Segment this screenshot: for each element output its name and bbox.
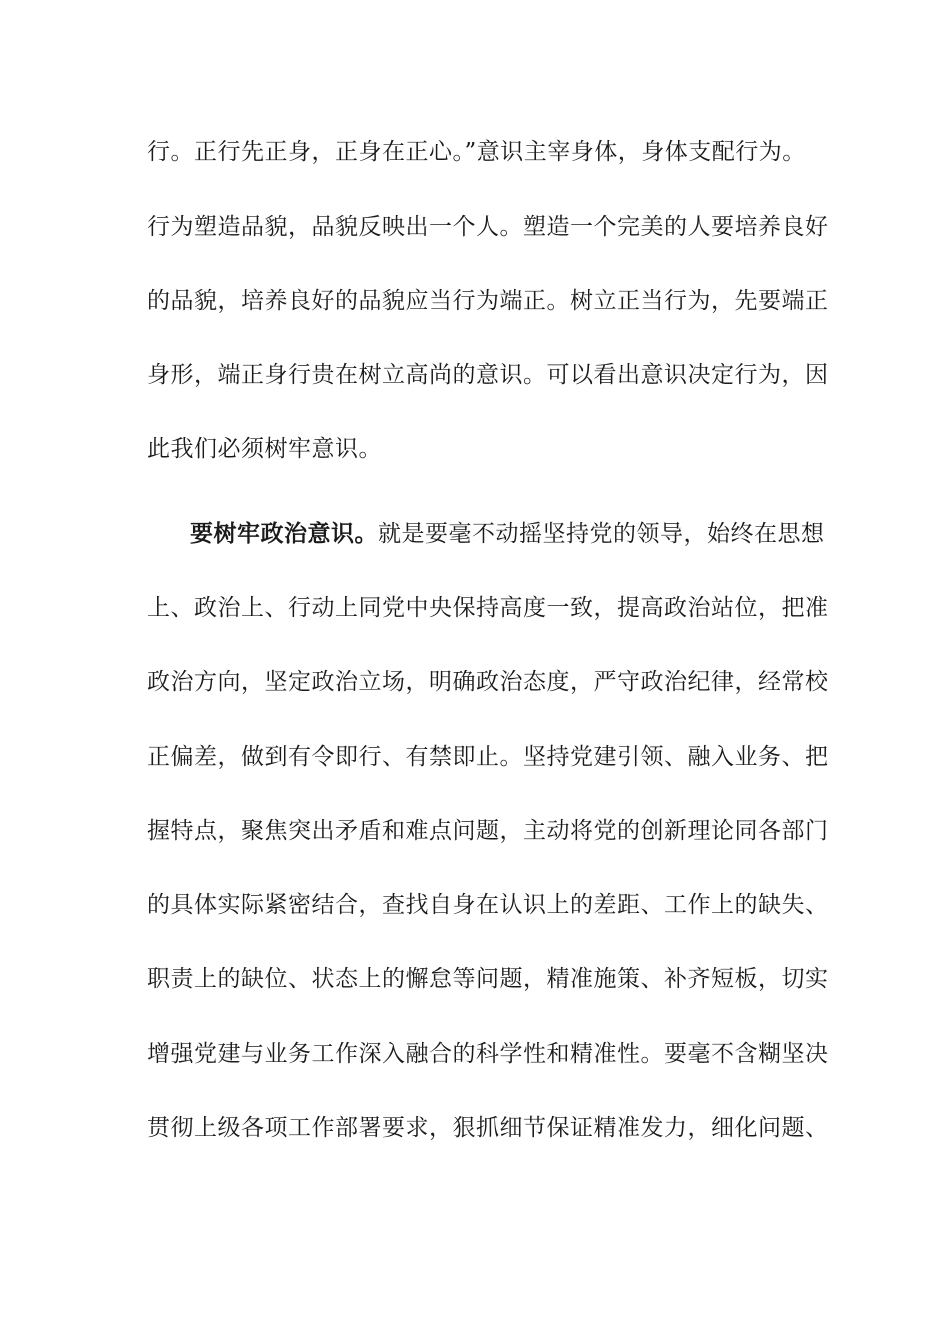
paragraph-lead-line — [190, 519, 825, 549]
text-line: 身形，端正身行贵在树立高尚的意识。可以看出意识决定行为，因 — [147, 362, 829, 388]
paragraph-heading: 要树牢政治意识。 — [190, 520, 378, 547]
text-line: 的品貌，培养良好的品貌应当行为端正。树立正当行为，先要端正 — [147, 288, 829, 314]
text-line: 行为塑造品貌，品貌反映出一个人。塑造一个完美的人要培养良好 — [147, 214, 829, 240]
text-line: 行。正行先正身，正身在正心。”意识主宰身体，身体支配行为。 — [147, 139, 806, 165]
text-line: 上、政治上、行动上同党中央保持高度一致，提高政治站位，把准 — [147, 595, 829, 621]
paragraph-lead-text: 就是要毫不动摇坚持党的领导，始终在思想 — [378, 521, 825, 547]
text-line: 的具体实际紧密结合，查找自身在认识上的差距、工作上的缺失、 — [147, 892, 829, 918]
text-line: 握特点，聚焦突出矛盾和难点问题，主动将党的创新理论同各部门 — [147, 818, 829, 844]
text-line: 此我们必须树牢意识。 — [147, 436, 382, 462]
text-line: 正偏差，做到有令即行、有禁即止。坚持党建引领、融入业务、把 — [147, 744, 829, 770]
text-line: 增强党建与业务工作深入融合的科学性和精准性。要毫不含糊坚决 — [147, 1041, 829, 1067]
text-line: 贯彻上级各项工作部署要求，狠抓细节保证精准发力，细化问题、 — [147, 1115, 829, 1141]
text-line: 政治方向，坚定政治立场，明确政治态度，严守政治纪律，经常校 — [147, 669, 829, 695]
text-line: 职责上的缺位、状态上的懈怠等问题，精准施策、补齐短板，切实 — [147, 966, 829, 992]
